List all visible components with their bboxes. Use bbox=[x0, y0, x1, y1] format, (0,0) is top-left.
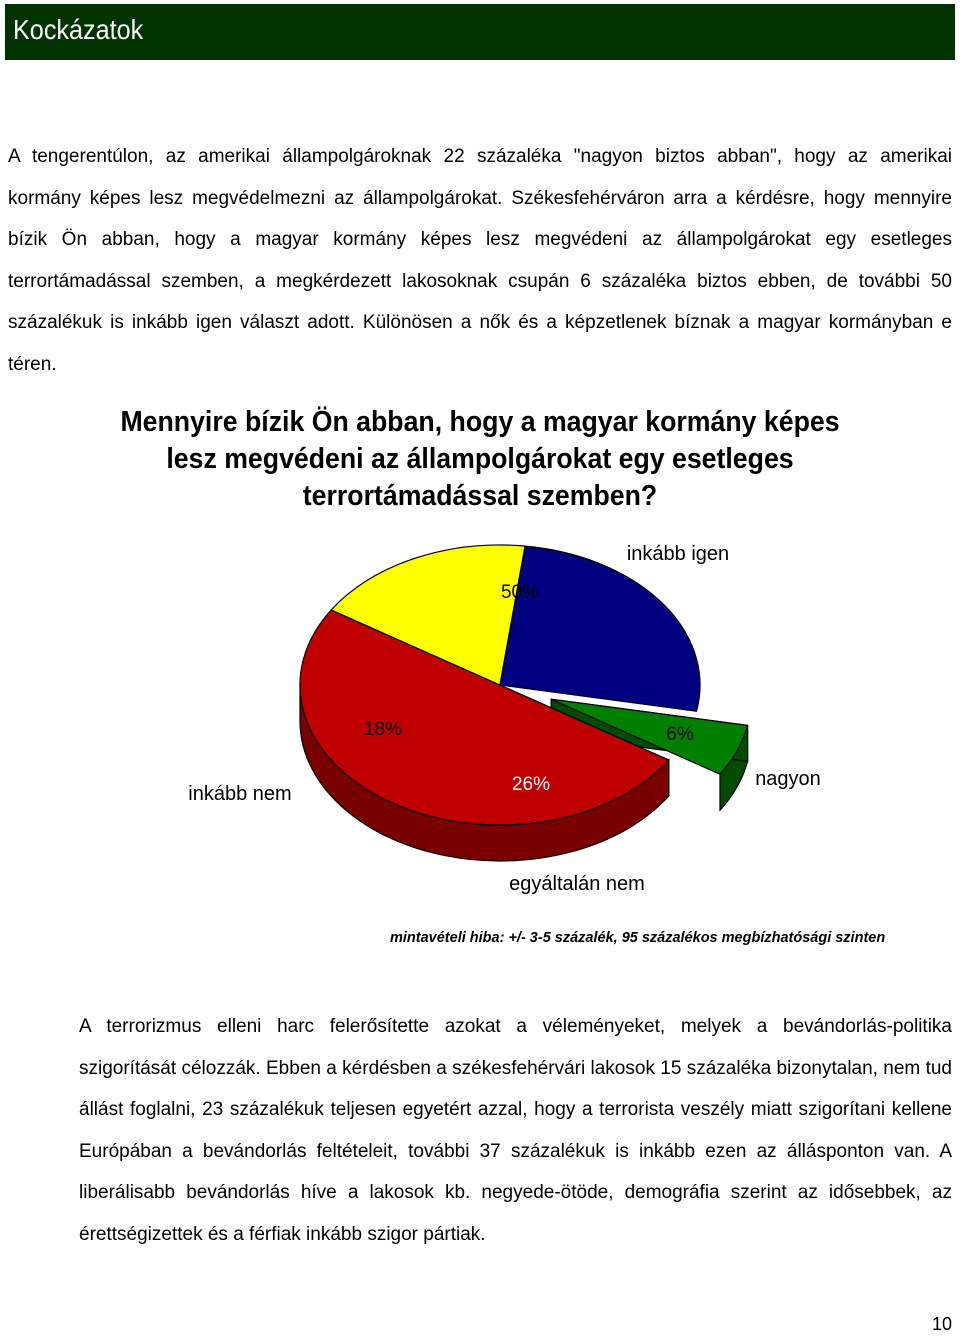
pie-slice-egyáltalán-nem bbox=[500, 546, 700, 711]
pie-value-label: 26% bbox=[511, 774, 551, 795]
pie-category-label: nagyon bbox=[755, 768, 821, 790]
intro-line: A tengerentúlon, az amerikai állampolgároknak 22 százaléka "nagyon biztos abban", hogy az amerikai bbox=[8, 146, 952, 167]
intro-line: kormány képes lesz megvédelmezni az állampolgárokat. Székesfehérváron arra a kérdésre, hogy mennyire bbox=[8, 187, 952, 209]
body-line: A terrorizmus elleni harc felerősítette azokat a véleményeket, melyek a bevándorlás-politika bbox=[79, 1016, 952, 1037]
pie-value-label: 18% bbox=[363, 719, 403, 740]
second-paragraph bbox=[8, 1006, 952, 1255]
intro-line: bízik Ön abban, hogy a magyar kormány képes lesz megvédeni az állampolgárokat egy esetleges bbox=[8, 229, 952, 250]
body-line: szigorítását célozzák. Ebben a kérdésben a székesfehérvári lakosok 15 százaléka bizonytalan, nem tud bbox=[79, 1057, 952, 1079]
body-line: állást foglalni, 23 százalékuk teljesen egyetért azzal, hogy a terrorista veszély miatt szigorítani kellene bbox=[79, 1099, 952, 1120]
pie-category-label: egyáltalán nem bbox=[509, 873, 645, 895]
pie-chart bbox=[0, 520, 960, 920]
intro-line: terrortámadással szemben, a megkérdezett lakosoknak csupán 6 százaléka biztos ebben, de további 50 bbox=[8, 270, 952, 292]
sampling-error-note: mintavételi hiba: +/- 3-5 százalék, 95 százalékos megbízhatósági szinten bbox=[390, 930, 886, 946]
intro-line: százalékuk is inkább igen választ adott. Különösen a nők és a képzetlenek bíznak a magyar kormányban e bbox=[8, 312, 952, 333]
body-line: érettségizettek és a férfiak inkább szigor pártiak. bbox=[79, 1223, 486, 1245]
chart-title: Mennyire bízik Ön abban, hogy a magyar kormány képes lesz megvédeni az állampolgárokat egy esetleges terrortámadással szemben? bbox=[120, 406, 840, 512]
body-line: Európában a bevándorlás feltételeit, további 37 százalékuk is inkább ezen az állásponton van. A bbox=[79, 1140, 952, 1162]
intro-paragraph bbox=[8, 136, 952, 385]
body-line: liberálisabb bevándorlás híve a lakosok kb. negyede-ötöde, demográfia szerint az idősebbek, az bbox=[79, 1182, 952, 1203]
pie-category-label: inkább nem bbox=[188, 783, 292, 805]
page-heading: Kockázatok bbox=[13, 14, 144, 45]
page-number: 10 bbox=[931, 1314, 952, 1334]
pie-value-label: 6% bbox=[666, 724, 694, 745]
intro-line: téren. bbox=[8, 353, 57, 375]
pie-category-label: inkább igen bbox=[626, 543, 730, 565]
pie-value-label: 50% bbox=[500, 582, 540, 603]
header-bar bbox=[5, 4, 955, 60]
